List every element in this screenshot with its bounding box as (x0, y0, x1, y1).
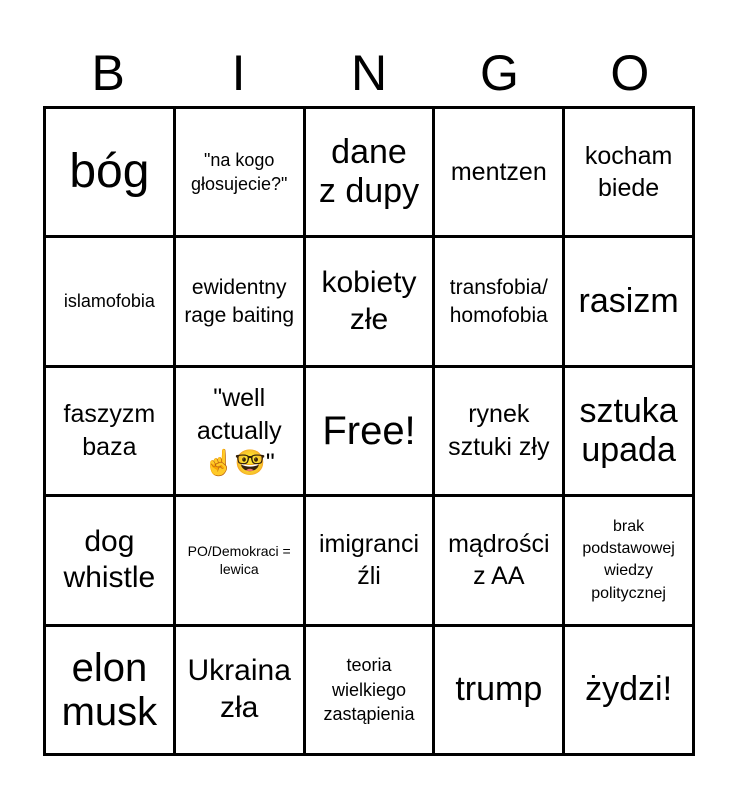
bingo-cell[interactable]: Ukraina zła (176, 627, 303, 753)
bingo-board (43, 106, 695, 756)
bingo-cell[interactable]: PO/Demokraci = lewica (176, 497, 303, 623)
bingo-cell[interactable]: teoria wielkiego zastąpienia (306, 627, 433, 753)
bingo-cell[interactable]: ewidentny rage baiting (176, 238, 303, 364)
header-letter-n: N (350, 45, 388, 101)
bingo-cell[interactable]: trump (435, 627, 562, 753)
header-letter-b: B (91, 45, 125, 101)
bingo-cell[interactable]: islamofobia (46, 238, 173, 364)
header-letter-i: I (231, 45, 246, 101)
header-letter-g: G (479, 45, 519, 101)
bingo-cell[interactable]: dog whistle (46, 497, 173, 623)
bingo-free-cell[interactable]: Free! (306, 368, 433, 494)
bingo-cell[interactable]: "well actually ☝️🤓" (176, 368, 303, 494)
bingo-cell[interactable]: elon musk (46, 627, 173, 753)
header-letter-o: O (610, 45, 650, 101)
bingo-cell[interactable]: sztuka upada (565, 368, 692, 494)
bingo-cell[interactable]: transfobia/ homofobia (435, 238, 562, 364)
bingo-cell[interactable]: imigranci źli (306, 497, 433, 623)
bingo-cell[interactable]: mentzen (435, 109, 562, 235)
bingo-cell[interactable]: brak podstawowej wiedzy politycznej (565, 497, 692, 623)
bingo-cell[interactable]: bóg (46, 109, 173, 235)
bingo-cell[interactable]: kobiety złe (306, 238, 433, 364)
bingo-cell[interactable]: kocham biede (565, 109, 692, 235)
bingo-cell[interactable]: faszyzm baza (46, 368, 173, 494)
bingo-cell[interactable]: "na kogo głosujecie?" (176, 109, 303, 235)
bingo-cell[interactable]: rynek sztuki zły (435, 368, 562, 494)
bingo-header (43, 42, 695, 104)
bingo-cell[interactable]: żydzi! (565, 627, 692, 753)
bingo-cell[interactable]: mądrości z AA (435, 497, 562, 623)
bingo-cell[interactable]: dane z dupy (306, 109, 433, 235)
bingo-cell[interactable]: rasizm (565, 238, 692, 364)
